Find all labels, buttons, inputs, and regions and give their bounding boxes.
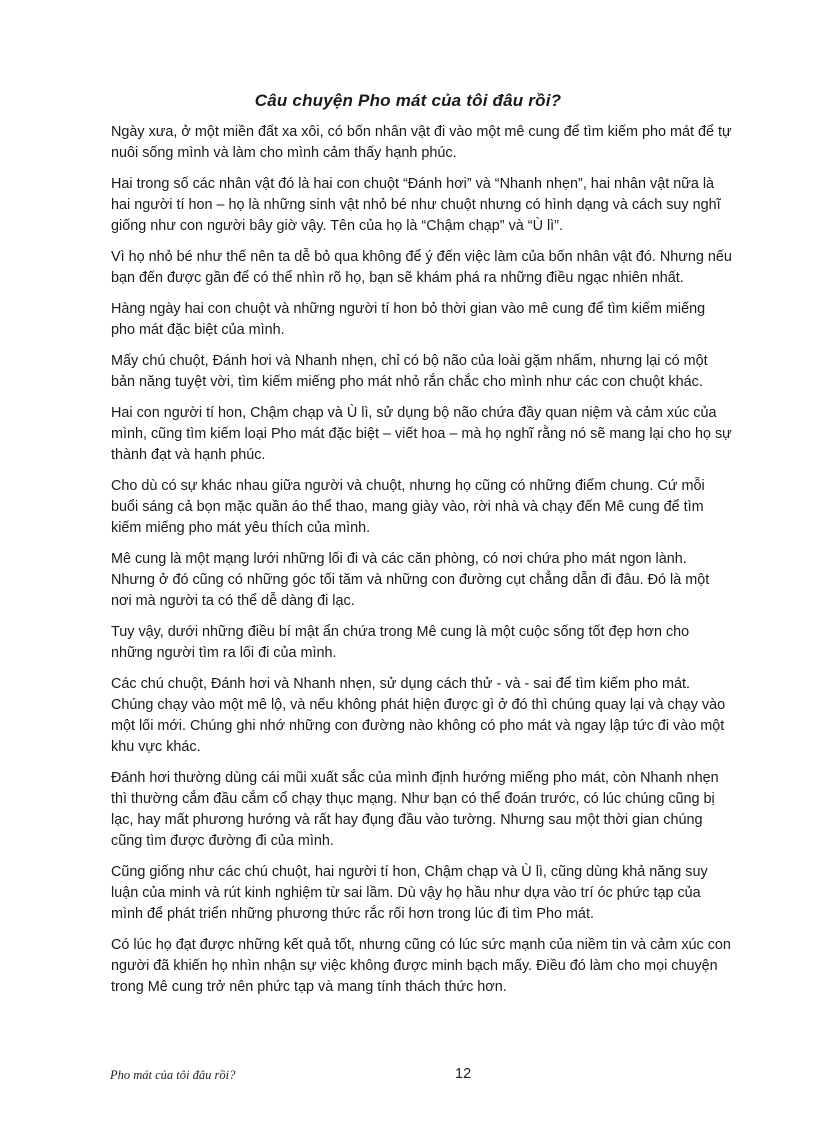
chapter-title: Câu chuyện Pho mát của tôi đâu rồi? (254, 91, 562, 110)
paragraph: Hàng ngày hai con chuột và những người tí hon bỏ thời gian vào mê cung để tìm kiếm miếng pho mát đặc biệt của mình. (111, 301, 706, 338)
page-number: 12 (455, 1066, 472, 1082)
paragraph: Cho dù có sự khác nhau giữa người và chuột, nhưng họ cũng có những điểm chung. Cứ mỗi buổi sáng cả bọn mặc quần áo thể thao, mang giày vào, rời nhà và chạy đến Mê cung để tìm kiếm miếng pho mát yêu thích của mình. (111, 478, 705, 536)
paragraph: Hai con người tí hon, Chậm chạp và Ù lì, sử dụng bộ não chứa đầy quan niệm và cảm xúc của mình, cũng tìm kiếm loại Pho mát đặc biệt – viết hoa – mà họ nghĩ rằng nó sẽ mang lại cho họ sự thành đạt và hạnh phúc. (111, 405, 732, 463)
paragraph: Hai trong số các nhân vật đó là hai con chuột “Đánh hơi” và “Nhanh nhẹn”, hai nhân vật nữa là hai người tí hon – họ là những sinh vật nhỏ bé như chuột nhưng có hình dạng và cách suy nghĩ giống như con người bây giờ vậy. Tên của họ là “Chậm chạp” và “Ù lì”. (111, 176, 721, 234)
paragraph: Có lúc họ đạt được những kết quả tốt, nhưng cũng có lúc sức mạnh của niềm tin và cảm xúc con người đã khiến họ nhìn nhận sự việc không được minh bạch mấy. Điều đó làm cho mọi chuyện trong Mê cung trở nên phức tạp và mang tính thách thức hơn. (111, 937, 731, 995)
paragraph: Các chú chuột, Đánh hơi và Nhanh nhẹn, sử dụng cách thử - và - sai để tìm kiếm pho mát. Chúng chạy vào một mê lộ, và nếu không phát hiện được gì ở đó thì chúng quay lại và chạy vào một lối mới. Chúng ghi nhớ những con đường nào không có pho mát và ngay lập tức đi vào một khu vực khác. (111, 676, 726, 755)
body-text (111, 122, 733, 1008)
running-title: Pho mát của tôi đâu rồi? (110, 1068, 236, 1082)
paragraph: Mê cung là một mạng lưới những lối đi và các căn phòng, có nơi chứa pho mát ngon lành. Nhưng ở đó cũng có những góc tối tăm và những con đường cụt chẳng dẫn đi đâu. Đó là một nơi mà người ta có thể dễ dàng đi lạc. (111, 551, 710, 609)
paragraph: Mấy chú chuột, Đánh hơi và Nhanh nhẹn, chỉ có bộ não của loài gặm nhấm, nhưng lại có một bản năng tuyệt vời, tìm kiếm miếng pho mát nhỏ rắn chắc cho mình như các con chuột khác. (111, 353, 708, 390)
paragraph: Vì họ nhỏ bé như thế nên ta dễ bỏ qua không để ý đến việc làm của bốn nhân vật đó. Nhưng nếu bạn đến được gần để có thể nhìn rõ họ, bạn sẽ khám phá ra những điều ngạc nhiên nhất. (111, 249, 732, 286)
paragraph: Đánh hơi thường dùng cái mũi xuất sắc của mình định hướng miếng pho mát, còn Nhanh nhẹn thì thường cắm đầu cắm cổ chạy thục mạng. Như bạn có thể đoán trước, có lúc chúng cũng bị lạc, hay mất phương hướng và rất hay đụng đầu vào tường. Nhưng sau một thời gian chúng cũng tìm được đường đi của mình. (111, 770, 719, 849)
paragraph: Cũng giống như các chú chuột, hai người tí hon, Chậm chạp và Ù lì, cũng dùng khả năng suy luận của minh và rút kinh nghiệm từ sai lầm. Dù vậy họ hầu như dựa vào trí óc phức tạp của mình để phát triển những phương thức rắc rối hơn trong lúc đi tìm Pho mát. (111, 864, 708, 922)
paragraph: Ngày xưa, ở một miền đất xa xôi, có bốn nhân vật đi vào một mê cung để tìm kiếm pho mát để tự nuôi sống mình và làm cho mình cảm thấy hạnh phúc. (111, 124, 732, 161)
paragraph: Tuy vậy, dưới những điều bí mật ẩn chứa trong Mê cung là một cuộc sống tốt đẹp hơn cho những người tìm ra lối đi của mình. (111, 624, 690, 661)
